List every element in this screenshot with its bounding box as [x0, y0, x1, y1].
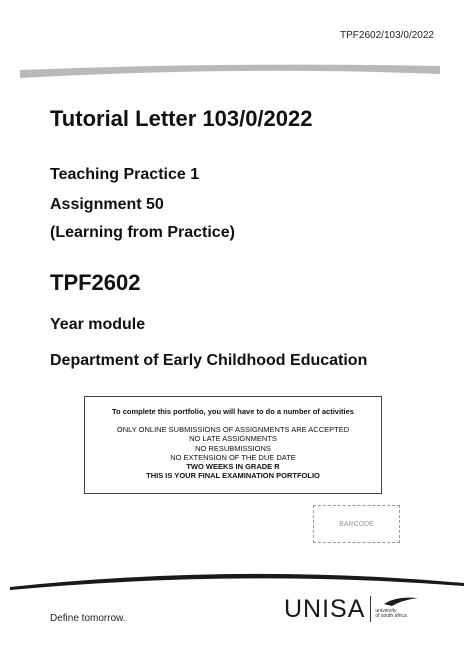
notice-line: NO EXTENSION OF THE DUE DATE: [170, 452, 296, 462]
barcode-placeholder: [313, 505, 400, 543]
notice-line: ONLY ONLINE SUBMISSIONS OF ASSIGNMENTS ARE ACCEPTED: [116, 425, 350, 435]
logo-divider: [370, 596, 371, 622]
barcode-label: BARCODE: [339, 520, 374, 528]
logo-subtext-line: of south africa: [375, 613, 407, 619]
notice-line: NO LATE ASSIGNMENTS: [189, 434, 277, 444]
subject-heading: Teaching Practice 1: [50, 166, 200, 183]
department-name: Department of Early Childhood Education: [50, 352, 368, 369]
notice-lead: To complete this portfolio, you will have to do a number of activities: [112, 407, 354, 416]
assignment-subtitle: (Learning from Practice): [50, 224, 235, 241]
bird-icon: [382, 594, 420, 608]
unisa-logo: [284, 596, 407, 622]
bottom-swoosh-graphic: [0, 565, 474, 595]
submission-notice-box: [84, 396, 382, 494]
assignment-heading: Assignment 50: [50, 196, 164, 213]
notice-line: NO RESUBMISSIONS: [195, 443, 271, 453]
document-reference: TPF2602/103/0/2022: [340, 30, 434, 41]
notice-bold-line: THIS IS YOUR FINAL EXAMINATION PORTFOLIO: [146, 471, 320, 481]
top-swoosh-graphic: [0, 60, 474, 90]
module-type: Year module: [50, 316, 146, 333]
logo-wordmark: UNISA: [284, 594, 366, 623]
tutorial-letter-title: Tutorial Letter 103/0/2022: [50, 106, 313, 131]
tagline: Define tomorrow.: [50, 613, 126, 624]
notice-bold-line: TWO WEEKS IN GRADE R: [186, 462, 280, 472]
logo-subtext-line: university: [375, 607, 397, 614]
module-code: TPF2602: [50, 270, 141, 295]
logo-subtext: [375, 609, 406, 620]
